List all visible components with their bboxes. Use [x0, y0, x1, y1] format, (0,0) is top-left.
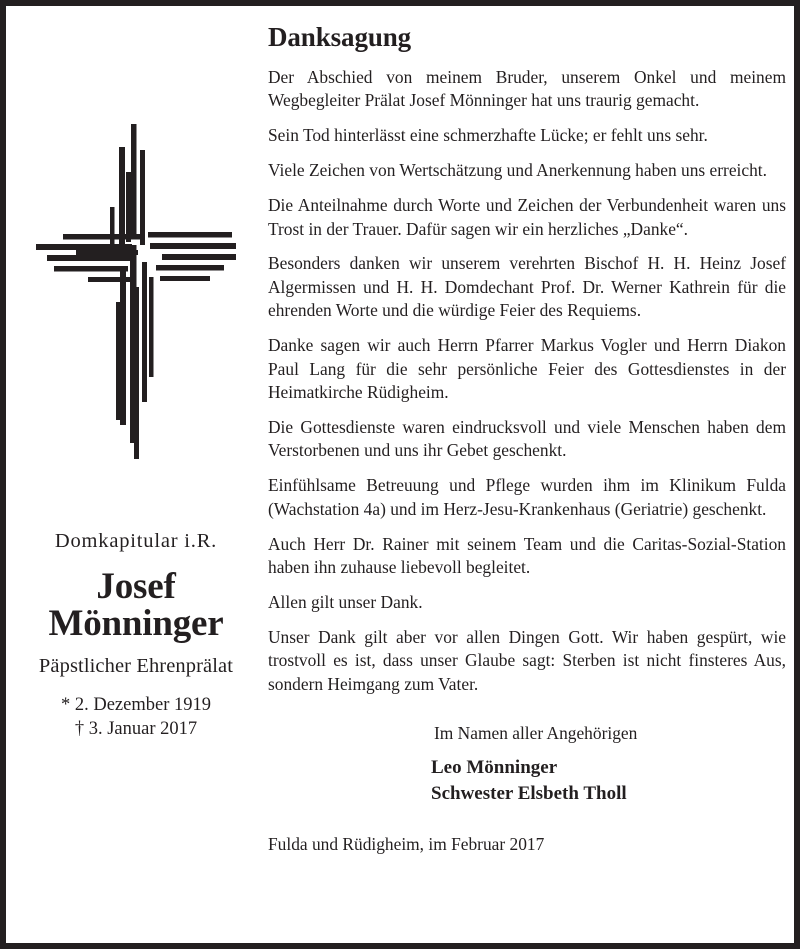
deceased-name [14, 565, 258, 645]
closing-block [268, 722, 786, 806]
in-name-of-family: Im Namen aller Angehörigen [434, 722, 638, 743]
deceased-first-name: Josef [96, 565, 176, 607]
thanks-paragraph: Viele Zeichen von Wertschätzung und Anerkennung haben uns erreicht. [268, 160, 767, 181]
deceased-last-name: Mönninger [48, 603, 224, 645]
deceased-rank: Domkapitular i.R. [54, 530, 218, 552]
thanks-paragraph: Die Anteilnahme durch Worte und Zeichen der Verbundenheit waren uns Trost in der Trauer. Dafür sagen wir ein herzliches „Danke“. [268, 195, 786, 239]
life-dates [14, 693, 258, 743]
left-column [14, 14, 258, 934]
cross-illustration [14, 92, 258, 472]
birth-date: * 2. Dezember 1919 [60, 694, 211, 715]
notice-inner [6, 6, 794, 943]
signature-secondary: Schwester Elsbeth Tholl [431, 782, 627, 804]
right-column [268, 22, 786, 856]
thanks-paragraph: Einfühlsame Betreuung und Pflege wurden ihm im Klinikum Fulda (Wachstation 4a) und im Herz-Jesu-Krankenhaus (Geriatrie) geschenkt. [268, 475, 786, 519]
thanks-paragraph: Die Gottesdienste waren eindrucksvoll und viele Menschen haben dem Verstorbenen und uns ihr Gebet geschenkt. [268, 416, 786, 461]
thanks-paragraph: Unser Dank gilt aber vor allen Dingen Gott. Wir haben gespürt, wie trostvoll es ist, dass unser Glaube sagt: Sterben ist nicht finsteres Aus, sondern Heimgang zum Vater. [268, 626, 786, 694]
signatures [431, 755, 786, 806]
thanks-paragraph: Danke sagen wir auch Herrn Pfarrer Markus Vogler und Herrn Diakon Paul Lang für die sehr persönliche Feier des Gottesdienstes in der Heimatkirche Rüdigheim. [268, 335, 786, 403]
thanks-paragraph: Auch Herr Dr. Rainer mit seinem Team und die Caritas-Sozial-Station haben ihn zuhause liebevoll begleitet. [268, 533, 786, 577]
place-and-date: Fulda und Rüdigheim, im Februar 2017 [268, 834, 545, 854]
deceased-details [14, 529, 258, 742]
page-title: Danksagung [268, 22, 412, 52]
death-date: † 3. Januar 2017 [74, 719, 198, 740]
signature-primary: Leo Mönninger [431, 757, 558, 779]
thanks-paragraph: Besonders danken wir unserem verehrten Bischof H. H. Heinz Josef Algermissen und H. H. Domdechant Prof. Dr. Werner Kathrein für die ehrenden Worte und die würdige Feier des Requiems. [268, 253, 786, 321]
deceased-honorific: Päpstlicher Ehrenprälat [38, 655, 234, 678]
thanks-paragraph: Allen gilt unser Dank. [268, 591, 423, 612]
thanks-paragraph: Der Abschied von meinem Bruder, unserem Onkel und meinem Wegbegleiter Prälat Josef Mönninger hat uns traurig gemacht. [268, 67, 786, 111]
thanks-paragraph: Sein Tod hinterlässt eine schmerzhafte Lücke; er fehlt uns sehr. [268, 125, 708, 146]
sketch-cross-icon [30, 102, 242, 462]
